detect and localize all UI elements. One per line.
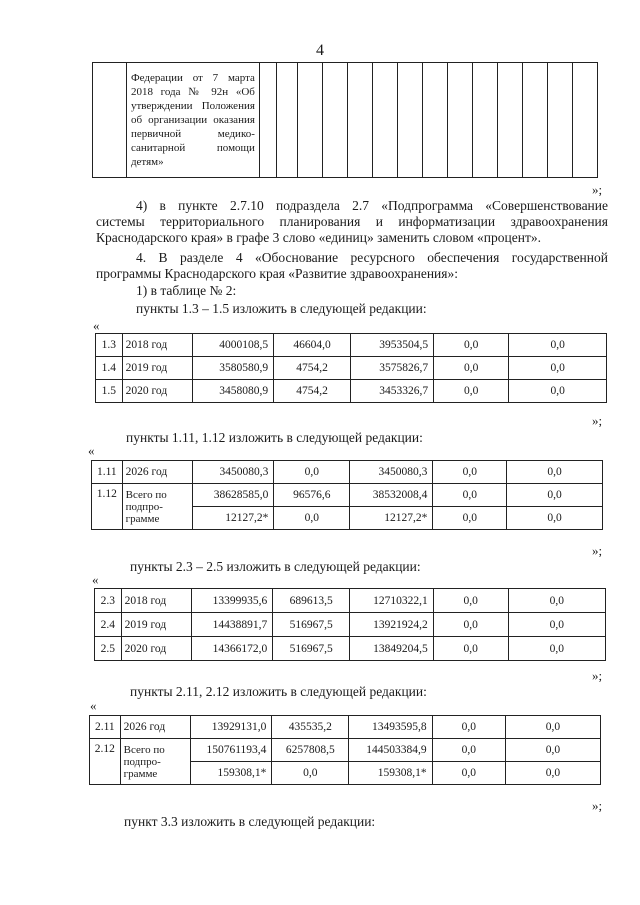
intro-points-2-3-2-5: пункты 2.3 – 2.5 изложить в следующей редакции: [130, 559, 421, 574]
table-row: 2.4 2019 год 14438891,7 516967,5 13921924,2 0,0 0,0 [95, 613, 606, 637]
item-4-paragraph: 4) в пункте 2.7.10 подраздела 2.7 «Подпрограмма «Совершенствование системы территориального планирования и информатизации здравоохранения Краснодарского края» в графе 3 слово «единиц» заменить словом «процент». [96, 198, 608, 245]
table-points-1-3-1-5 [95, 333, 607, 403]
close-quote: »; [592, 182, 603, 197]
reference-table [92, 62, 598, 178]
intro-points-1-11-1-12: пункты 1.11, 1.12 изложить в следующей редакции: [126, 430, 423, 445]
table-row: 2.5 2020 год 14366172,0 516967,5 13849204,5 0,0 0,0 [95, 637, 606, 661]
open-quote: « [90, 698, 97, 713]
page-number: 4 [316, 42, 324, 59]
open-quote: « [92, 572, 99, 587]
intro-point-3-3: пункт 3.3 изложить в следующей редакции: [124, 814, 376, 829]
intro-points-1-3-1-5: пункты 1.3 – 1.5 изложить в следующей редакции: [136, 301, 427, 316]
table-row: 12127,2* 0,0 12127,2* 0,0 0,0 [92, 507, 603, 530]
table-points-1-11-1-12 [91, 460, 603, 530]
table-row: 1.11 2026 год 3450080,3 0,0 3450080,3 0,0 0,0 [92, 461, 603, 484]
table-row: 1.4 2019 год 3580580,9 4754,2 3575826,7 0,0 0,0 [96, 357, 607, 380]
table-row: 2.3 2018 год 13399935,6 689613,5 12710322,1 0,0 0,0 [95, 589, 606, 613]
table-row: 1.5 2020 год 3458080,9 4754,2 3453326,7 0,0 0,0 [96, 380, 607, 403]
open-quote: « [93, 318, 100, 333]
table-points-2-11-2-12 [89, 715, 601, 785]
reference-cell: Федерации от 7 марта 2018 года № 92н «Об утверждении Положения об организации оказания первичной медико- санитарной помощи детям» [126, 63, 259, 178]
close-quote: »; [592, 668, 603, 683]
table-row: 1.3 2018 год 4000108,5 46604,0 3953504,5 0,0 0,0 [96, 334, 607, 357]
table-row: 1.12 Всего по подпро-грамме 38628585,0 96576,6 38532008,4 0,0 0,0 [92, 484, 603, 507]
table-row: 2.12 Всего по подпро-грамме 150761193,4 6257808,5 144503384,9 0,0 0,0 [90, 739, 601, 762]
close-quote: »; [592, 543, 603, 558]
table-row: 2.11 2026 год 13929131,0 435535,2 13493595,8 0,0 0,0 [90, 716, 601, 739]
intro-points-2-11-2-12: пункты 2.11, 2.12 изложить в следующей редакции: [130, 684, 427, 699]
close-quote: »; [592, 798, 603, 813]
table-points-2-3-2-5 [94, 588, 606, 661]
subitem-1: 1) в таблице № 2: [136, 283, 237, 298]
open-quote: « [88, 443, 95, 458]
table-row: 159308,1* 0,0 159308,1* 0,0 0,0 [90, 762, 601, 785]
section-4-paragraph: 4. В разделе 4 «Обоснование ресурсного обеспечения государственной программы Краснодарского края «Развитие здравоохранения»: [96, 250, 608, 281]
close-quote: »; [592, 413, 603, 428]
